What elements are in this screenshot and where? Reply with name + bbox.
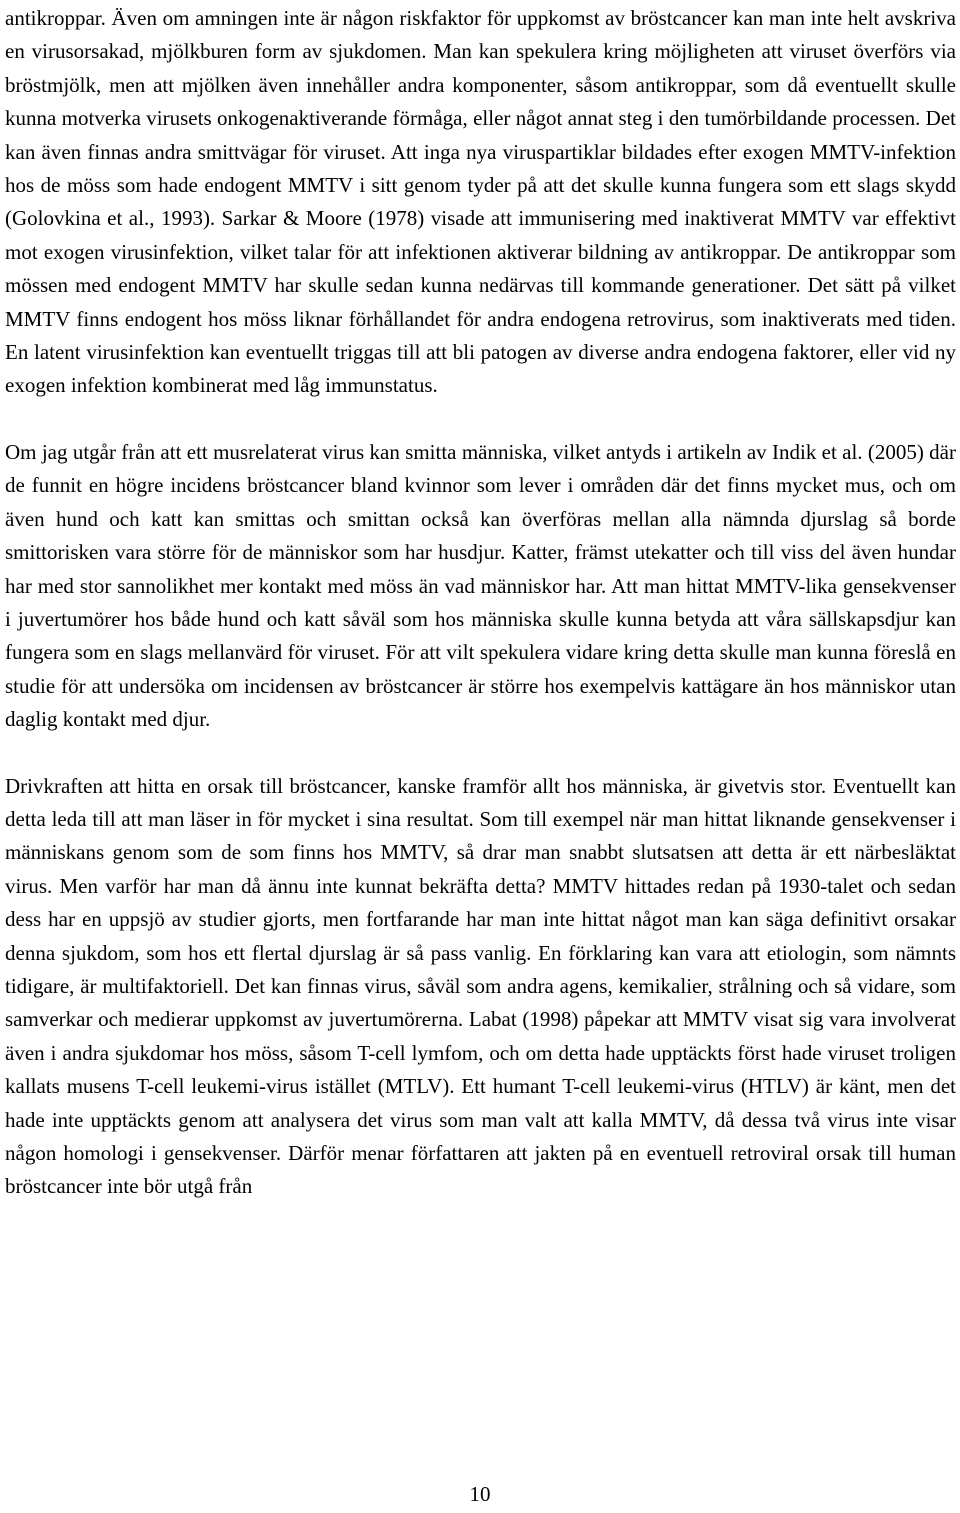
body-paragraph-2: Om jag utgår från att ett musrelaterat virus kan smitta människa, vilket antyds i artikeln av Indik et al. (2005) där de funnit en högre incidens bröstcancer bland kvinnor som lever i områden där det finns mycket mus, och om även hund och katt kan smittas och smittan också kan överföras mellan alla nämnda djurslag så borde smittorisken vara större för de människor som har husdjur. Katter, främst utekatter och till viss del även hundar har med stor sannolikhet mer kontakt med möss än vad människor har. Att man hittat MMTV-lika gensekvenser i juvertumörer hos både hund och katt såväl som hos människa skulle kunna betyda att våra sällskapsdjur kan fungera som en slags mellanvärd för viruset. För att vilt spekulera vidare kring detta skulle man kunna föreslå en studie för att undersöka om incidensen av bröstcancer är större hos exempelvis kattägare än hos människor utan daglig kontakt med djur. <box>5 439 956 732</box>
page-number: 10 <box>469 1482 491 1506</box>
body-paragraph-3: Drivkraften att hitta en orsak till bröstcancer, kanske framför allt hos människa, är givetvis stor. Eventuellt kan detta leda till att man läser in för mycket i sina resultat. Som till exempel när man hittat liknande gensekvenser i människans genom som de som finns hos MMTV, så drar man snabbt slutsatsen att detta är ett närbesläktat virus. Men varför har man då ännu inte kunnat bekräfta detta? MMTV hittades redan på 1930-talet och sedan dess har en uppsjö av studier gjorts, men fortfarande har man inte hittat något man kan säga definitivt orsakar denna sjukdom, som hos ett flertal djurslag är så pass vanlig. En förklaring kan vara att etiologin, som nämnts tidigare, är multifaktoriell. Det kan finnas virus, såväl som andra agens, kemikalier, strålning och så vidare, som samverkar och medierar uppkomst av juvertumörerna. Labat (1998) påpekar att MMTV visat sig vara involverat även i andra sjukdomar hos möss, såsom T-cell lymfom, och om detta hade upptäckts först hade viruset troligen kallats musens T-cell leukemi-virus istället (MTLV). Ett humant T-cell leukemi-virus (HTLV) är känt, men det hade inte upptäckts genom att analysera det virus som man valt att kalla MMTV, då dessa två virus inte visar någon homologi i gensekvenser. Därför menar författaren att jakten på en eventuell retroviral orsak till human bröstcancer inte bör utgå från <box>5 773 956 1199</box>
body-paragraph-1: antikroppar. Även om amningen inte är någon riskfaktor för uppkomst av bröstcancer kan man inte helt avskriva en virusorsakad, mjölkburen form av sjukdomen. Man kan spekulera kring möjligheten att viruset överförs via bröstmjölk, men att mjölken även innehåller andra komponenter, såsom antikroppar, som då eventuellt skulle kunna motverka virusets onkogenaktiverande förmåga, eller något annat steg i den tumörbildande processen. Det kan även finnas andra smittvägar för viruset. Att inga nya viruspartiklar bildades efter exogen MMTV-infektion hos de möss som hade endogent MMTV i sitt genom tyder på att det skulle kunna fungera som ett slags skydd (Golovkina et al., 1993). Sarkar & Moore (1978) visade att immunisering med inaktiverat MMTV var effektivt mot exogen virusinfektion, vilket talar för att infektionen aktiverar bildning av antikroppar. De antikroppar som mössen med endogent MMTV har skulle sedan kunna nedärvas till kommande generationer. Det sätt på vilket MMTV finns endogent hos möss liknar förhållandet för andra endogena retrovirus, som inaktiverats med tiden. En latent virusinfektion kan eventuellt triggas till att bli patogen av diverse andra endogena faktorer, eller vid ny exogen infektion kombinerat med låg immunstatus. <box>5 6 956 398</box>
